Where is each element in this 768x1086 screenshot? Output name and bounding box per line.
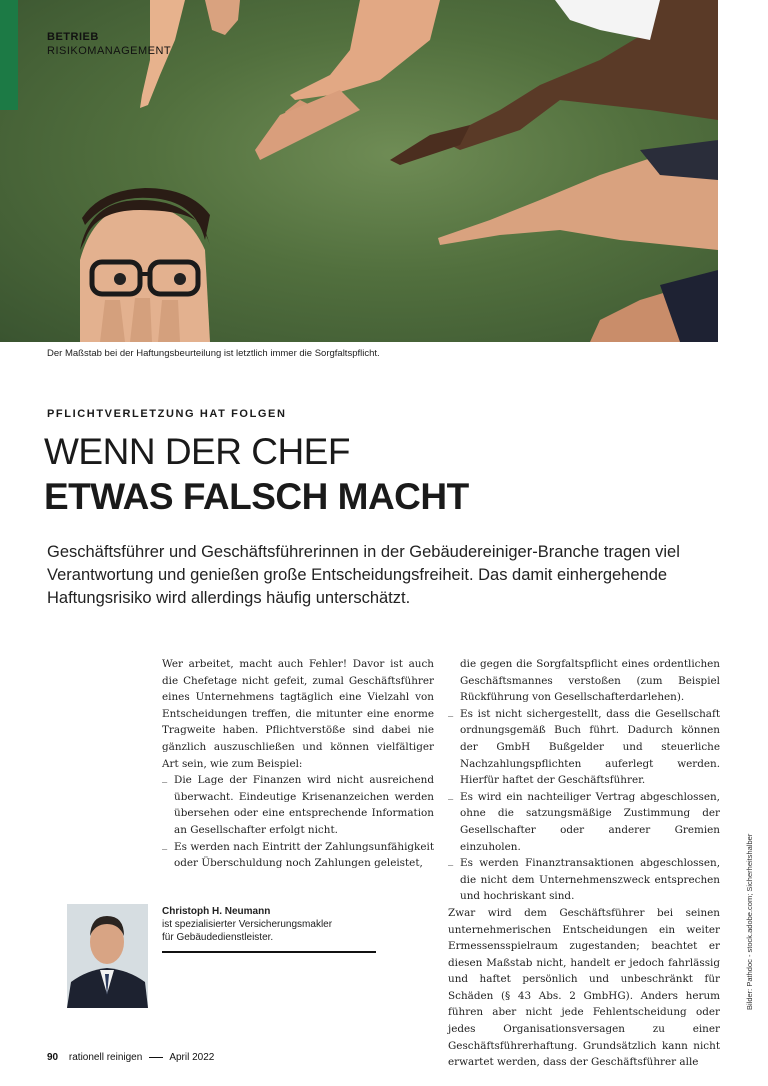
author-divider	[162, 951, 376, 953]
section-title: BETRIEB	[47, 31, 99, 43]
issue-date: April 2022	[169, 1052, 215, 1063]
violation-list-continued	[448, 706, 720, 905]
author-name: Christoph H. Neumann	[162, 906, 271, 917]
article-lead: Geschäftsführer und Geschäftsführerinnen in der Gebäudereiniger-Branche tragen viel Verantwortung und genießen große Entscheidungsfreiheit. Das damit einhergehende Haftungsrisiko wird allerdings häufig unterschätzt.	[47, 543, 680, 607]
list-item: _ Die Lage der Finanzen wird nicht ausreichend überwacht. Eindeutige Krisenanzeichen werden übersehen oder eine entsprechende Information an Gesellschafter erfolgt nicht.	[162, 772, 434, 838]
photo-credit: Bilder: Pathdoc - stock.adobe.com; Sicherheitshalber	[745, 833, 754, 1010]
subsection-title: RISIKOMANAGEMENT	[47, 45, 172, 57]
list-item: _ Es werden Finanztransaktionen abgeschlossen, die nicht dem Unternehmenszweck entsprechen und hochriskant sind.	[448, 855, 720, 905]
list-item-continued: die gegen die Sorgfaltspflicht eines ordentlichen Geschäftsmannes verstoßen (zum Beispiel Rückführung von Gesellschafterdarlehen).	[460, 658, 720, 704]
article-column-1	[162, 656, 434, 872]
magazine-name: rationell reinigen	[68, 1052, 143, 1063]
author-photo	[67, 904, 148, 1008]
article-title-line2: ETWAS FALSCH MACHT	[44, 476, 469, 517]
author-bio-line1: ist spezialisierter Versicherungsmakler	[162, 919, 333, 930]
image-caption: Der Maßstab bei der Haftungsbeurteilung ist letztlich immer die Sorgfaltspflicht.	[47, 348, 380, 359]
list-item: _ Es ist nicht sichergestellt, dass die Gesellschaft ordnungsgemäß Buch führt. Dadurch können der GmbH Bußgelder und steuerliche Nachzahlungspflichten auferlegt werden. Hierfür haftet der Geschäftsführer.	[448, 706, 720, 789]
article-title-line1: WENN DER CHEF	[44, 431, 350, 472]
body-paragraph: Zwar wird dem Geschäftsführer bei seinen unternehmerischen Entscheidungen ein weiter Ermessensspielraum zugestanden; beachtet er diesen Maßstab nicht, handelt er jedoch fahrlässig und haftet persönlich und unbeschränkt für Schäden (§ 43 Abs. 2 GmbHG). Anders herum führen aber nicht jede Fehlentscheidung oder jedes Organisationsversagen zu einer Geschäftsführerhaftung. Grundsätzlich kann nicht erwartet werden, dass der Geschäftsführer alle	[448, 906, 720, 1069]
footer-divider	[149, 1057, 163, 1058]
intro-paragraph: Wer arbeitet, macht auch Fehler! Davor ist auch die Chefetage nicht gefeit, zumal Geschäftsführer eines Unternehmens tagtäglich eine Vielzahl von Entscheidungen treffen, die mitunter eine enorme Tragweite haben. Pflichtverstöße sind dabei nie gänzlich auszuschließen und können vielfältiger Art sein, wie zum Beispiel:	[162, 658, 434, 770]
author-portrait	[67, 904, 148, 1008]
section-label	[47, 30, 171, 58]
author-box	[162, 905, 332, 944]
violation-list	[162, 772, 434, 872]
article-kicker: PFLICHTVERLETZUNG HAT FOLGEN	[47, 408, 287, 420]
section-color-tab	[0, 0, 18, 110]
page-footer	[47, 1052, 214, 1063]
list-item: _ Es wird ein nachteiliger Vertrag abgeschlossen, ohne die satzungsmäßige Zustimmung der Gesellschafter oder anderer Gremien einzuholen.	[448, 789, 720, 855]
author-bio-line2: für Gebäudedienstleister.	[162, 932, 274, 943]
page-number: 90	[47, 1052, 59, 1063]
list-item: _ Es werden nach Eintritt der Zahlungsunfähigkeit oder Überschuldung noch Zahlungen geleistet,	[162, 839, 434, 872]
article-column-2	[448, 656, 720, 1071]
